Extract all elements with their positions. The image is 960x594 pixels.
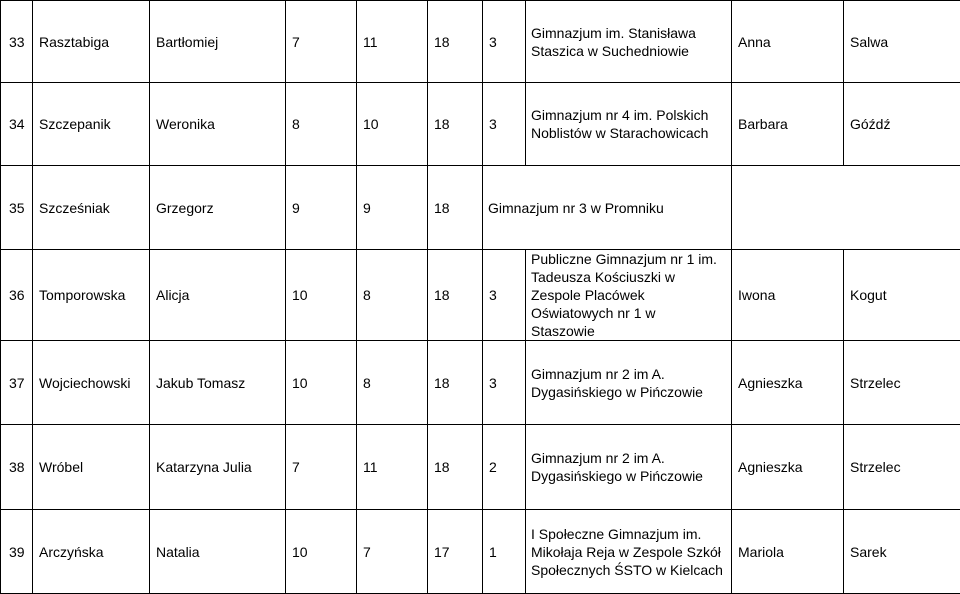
score-total: 18 (428, 341, 483, 425)
teacher-surname: Góźdź (844, 83, 960, 166)
teacher-name: Agnieszka (732, 341, 844, 425)
score-total: 18 (428, 83, 483, 166)
score-d: 3 (483, 250, 526, 341)
score-a: 9 (286, 166, 357, 250)
table-row (1, 425, 960, 510)
teacher-name: Mariola (732, 510, 844, 594)
teacher-surname: Strzelec (844, 341, 960, 425)
student-name: Alicja (150, 250, 286, 341)
score-d: 3 (483, 83, 526, 166)
row-number: 35 (1, 166, 33, 250)
score-a: 10 (286, 510, 357, 594)
teacher-surname: Strzelec (844, 425, 960, 510)
score-b: 10 (357, 83, 428, 166)
student-surname: Arczyńska (33, 510, 150, 594)
row-number: 36 (1, 250, 33, 341)
score-total: 18 (428, 166, 483, 250)
student-surname: Rasztabiga (33, 1, 150, 83)
teacher-name: Agnieszka (732, 425, 844, 510)
table-row (1, 166, 960, 250)
table-row (1, 341, 960, 425)
student-surname: Szczepanik (33, 83, 150, 166)
score-total: 17 (428, 510, 483, 594)
teacher-cell-empty (732, 166, 960, 250)
school-name: Publiczne Gimnazjum nr 1 im. Tadeusza Kościuszki w Zespole Placówek Oświatowych nr 1 w Staszowie (526, 250, 732, 341)
score-total: 18 (428, 425, 483, 510)
student-surname: Tomporowska (33, 250, 150, 341)
student-name: Grzegorz (150, 166, 286, 250)
score-a: 10 (286, 341, 357, 425)
student-name: Natalia (150, 510, 286, 594)
school-name: Gimnazjum nr 3 w Promniku (483, 166, 732, 250)
student-name: Weronika (150, 83, 286, 166)
row-number: 37 (1, 341, 33, 425)
score-total: 18 (428, 250, 483, 341)
student-name: Jakub Tomasz (150, 341, 286, 425)
student-name: Bartłomiej (150, 1, 286, 83)
score-b: 11 (357, 425, 428, 510)
student-surname: Wróbel (33, 425, 150, 510)
school-name: Gimnazjum nr 2 im A. Dygasińskiego w Pińczowie (526, 425, 732, 510)
score-a: 7 (286, 425, 357, 510)
teacher-surname: Sarek (844, 510, 960, 594)
student-name: Katarzyna Julia (150, 425, 286, 510)
row-number: 38 (1, 425, 33, 510)
score-d: 3 (483, 341, 526, 425)
teacher-name: Barbara (732, 83, 844, 166)
row-number: 39 (1, 510, 33, 594)
school-name: Gimnazjum nr 2 im A. Dygasińskiego w Pińczowie (526, 341, 732, 425)
teacher-name: Anna (732, 1, 844, 83)
teacher-surname: Salwa (844, 1, 960, 83)
school-name: Gimnazjum im. Stanisława Staszica w Suchedniowie (526, 1, 732, 83)
row-number: 34 (1, 83, 33, 166)
student-surname: Szcześniak (33, 166, 150, 250)
school-name: I Społeczne Gimnazjum im. Mikołaja Reja w Zespole Szkół Społecznych ŚSTO w Kielcach (526, 510, 732, 594)
score-b: 8 (357, 341, 428, 425)
score-a: 7 (286, 1, 357, 83)
school-name: Gimnazjum nr 4 im. Polskich Noblistów w Starachowicach (526, 83, 732, 166)
row-number: 33 (1, 1, 33, 83)
table-row (1, 1, 960, 83)
score-b: 8 (357, 250, 428, 341)
teacher-surname: Kogut (844, 250, 960, 341)
score-d: 1 (483, 510, 526, 594)
table-row (1, 510, 960, 594)
score-b: 7 (357, 510, 428, 594)
score-d: 2 (483, 425, 526, 510)
score-b: 9 (357, 166, 428, 250)
score-a: 8 (286, 83, 357, 166)
teacher-name: Iwona (732, 250, 844, 341)
score-b: 11 (357, 1, 428, 83)
student-surname: Wojciechowski (33, 341, 150, 425)
table-row (1, 83, 960, 166)
score-a: 10 (286, 250, 357, 341)
table-row (1, 250, 960, 341)
score-total: 18 (428, 1, 483, 83)
score-d: 3 (483, 1, 526, 83)
